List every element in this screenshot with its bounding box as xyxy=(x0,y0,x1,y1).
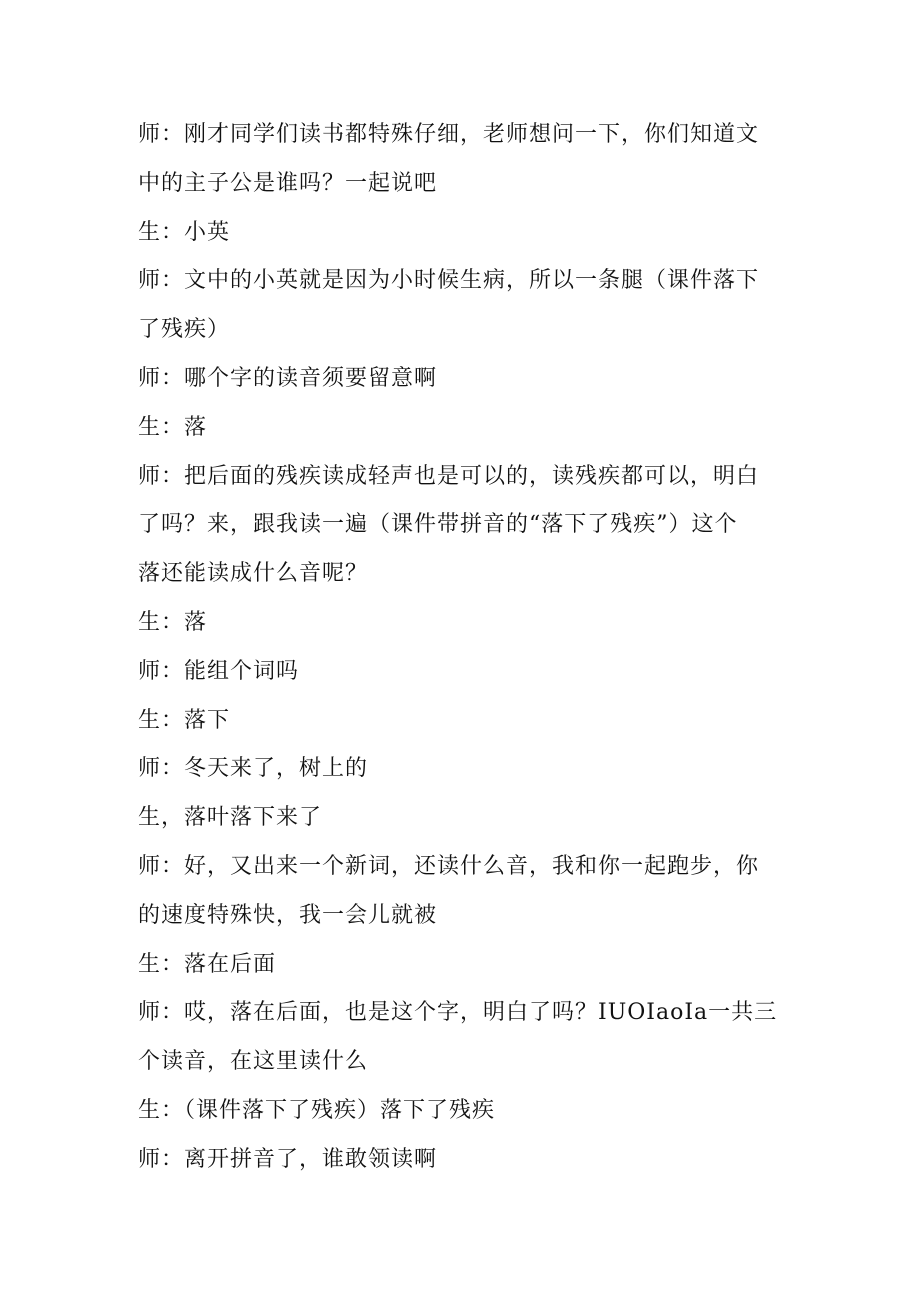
text-line: 生：落在后面 xyxy=(138,951,277,977)
text-line: 生，落叶落下来了 xyxy=(138,805,323,831)
text-line: 师：文中的小英就是因为小时候生病，所以一条腿（课件落下 xyxy=(138,268,760,294)
text-line: 了残疾） xyxy=(138,317,231,343)
text-line: 个读音，在这里读什么 xyxy=(138,1049,369,1075)
text-line: 师：冬天来了，树上的 xyxy=(138,756,369,782)
text-line: 生：落 xyxy=(138,609,208,635)
text-line: 生：（课件落下了残疾）落下了残疾 xyxy=(138,1097,496,1123)
text-line: 师：刚才同学们读书都特殊仔细，老师想问一下，你们知道文 xyxy=(138,122,760,147)
text-line: 师：好，又出来一个新词，还读什么音，我和你一起跑步，你 xyxy=(138,853,760,879)
text-line: 的速度特殊快，我一会儿就被 xyxy=(138,902,438,928)
text-line: 师：离开拼音了，谁敢领读啊 xyxy=(138,1146,438,1172)
text-line: 生：落 xyxy=(138,414,208,440)
text-line: 师：哪个字的读音须要留意啊 xyxy=(138,365,438,391)
text-line: 师：哎，落在后面，也是这个字，明白了吗？IUOIaoIa一共三 xyxy=(138,1000,778,1026)
text-line: 师：把后面的残疾读成轻声也是可以的，读残疾都可以，明白 xyxy=(138,463,760,489)
text-line: 师：能组个词吗 xyxy=(138,658,300,684)
text-line: 生：落下 xyxy=(138,707,231,733)
dialogue-text xyxy=(138,111,778,1185)
text-line: 中的主子公是谁吗？一起说吧 xyxy=(138,170,438,196)
text-line: 了吗？来，跟我读一遍（课件带拼音的“落下了残疾”）这个 xyxy=(138,512,738,538)
text-line: 落还能读成什么音呢？ xyxy=(138,561,369,587)
text-line: 生：小英 xyxy=(138,219,231,245)
